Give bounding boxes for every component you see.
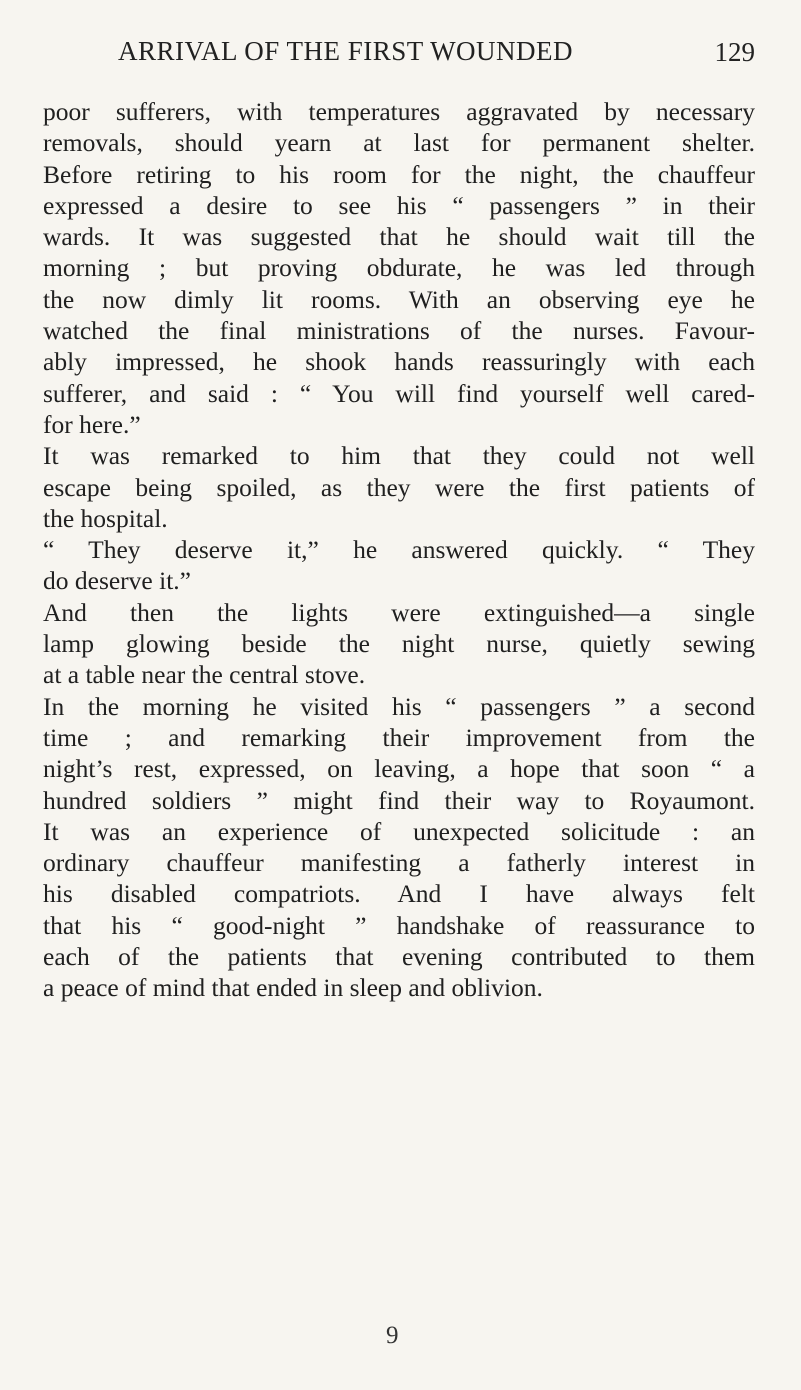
running-head: ARRIVAL OF THE FIRST WOUNDED — [118, 36, 574, 66]
signature-mark: 9 — [386, 1322, 399, 1349]
body-line: morning ; but proving obdurate, he was led through — [43, 253, 755, 283]
body-line: In the morning he visited his “ passengers ” a second — [43, 691, 755, 721]
body-line: watched the final ministrations of the nurses. Favour- — [43, 316, 755, 346]
body-line: for here.” — [43, 409, 141, 439]
page-body — [43, 96, 755, 1004]
body-line: night’s rest, expressed, on leaving, a hope that soon “ a — [43, 754, 755, 784]
body-line: sufferer, and said : “ You will find yourself well cared- — [43, 378, 755, 408]
body-line: a peace of mind that ended in sleep and oblivion. — [43, 973, 543, 1003]
body-line: ably impressed, he shook hands reassuringly with each — [43, 347, 755, 377]
body-line: hundred soldiers ” might find their way to Royaumont. — [43, 785, 755, 815]
body-line: expressed a desire to see his “ passengers ” in their — [43, 190, 755, 220]
body-line: It was remarked to him that they could not well — [43, 441, 755, 471]
body-line: at a table near the central stove. — [43, 660, 366, 690]
body-line: each of the patients that evening contributed to them — [43, 942, 755, 972]
body-line: his disabled compatriots. And I have always felt — [43, 879, 755, 909]
body-line: removals, should yearn at last for permanent shelter. — [43, 128, 755, 158]
body-line: that his “ good-night ” handshake of reassurance to — [43, 910, 755, 940]
body-line: do deserve it.” — [43, 566, 191, 596]
body-line: time ; and remarking their improvement from the — [43, 722, 755, 752]
body-line: lamp glowing beside the night nurse, quietly sewing — [43, 629, 755, 659]
body-line: the hospital. — [43, 503, 168, 533]
body-line: It was an experience of unexpected solicitude : an — [43, 816, 755, 846]
body-line: the now dimly lit rooms. With an observing eye he — [43, 284, 755, 314]
body-line: And then the lights were extinguished—a single — [43, 597, 755, 627]
page-number: 129 — [714, 37, 755, 67]
body-line: “ They deserve it,” he answered quickly. “ They — [43, 535, 755, 565]
body-line: Before retiring to his room for the night, the chauffeur — [43, 159, 755, 189]
body-line: wards. It was suggested that he should wait till the — [43, 222, 755, 252]
body-line: ordinary chauffeur manifesting a fatherly interest in — [43, 848, 755, 878]
body-line: escape being spoiled, as they were the first patients of — [43, 472, 755, 502]
body-line: poor sufferers, with temperatures aggravated by necessary — [43, 97, 755, 126]
